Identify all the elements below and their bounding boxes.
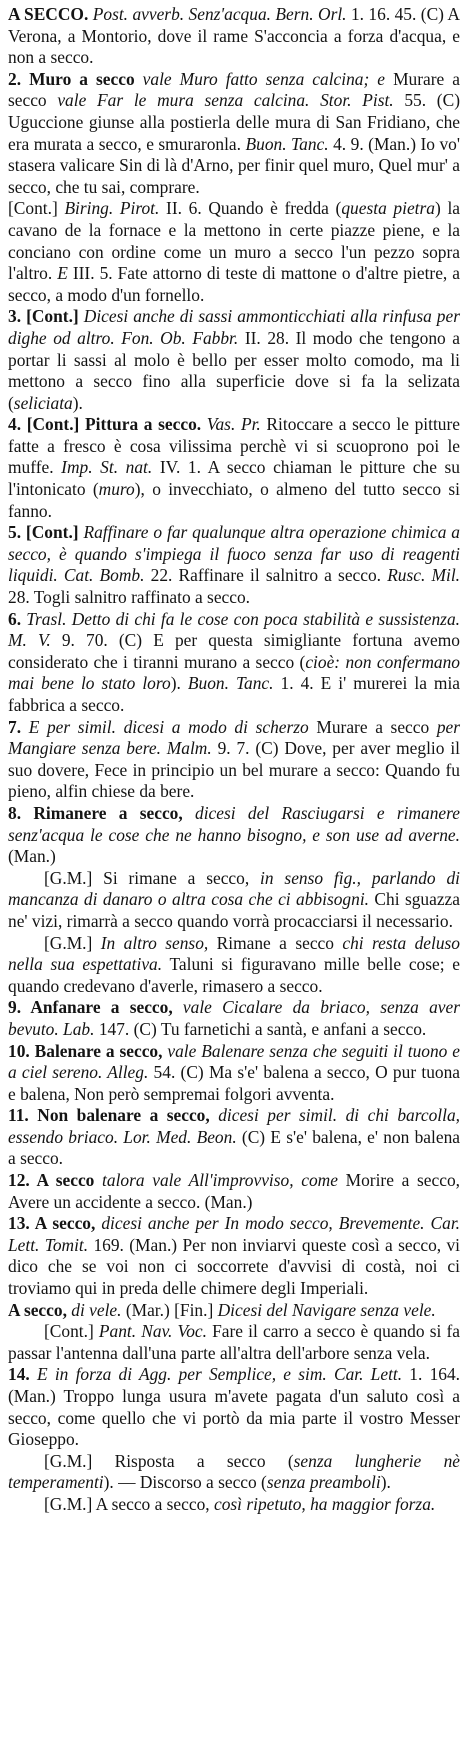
- italic-text: Rusc. Mil.: [387, 565, 460, 586]
- italic-text: dicesi del Rasciugarsi e rimanere senz'acqua le cose che ne hanno bisogno, e son use ad averne.: [8, 802, 460, 845]
- entry-heading: 7.: [8, 716, 22, 737]
- entry-heading: 13. A secco,: [8, 1213, 96, 1234]
- italic-text: chi resta deluso nella sua espettativa.: [8, 932, 461, 975]
- body-text: 55. (C) Uguccione giunse alla postierla delle mura di San Fridiano, che era murata a secco, e smuraronla.: [8, 90, 460, 154]
- body-text: (C) E s'e' balena, e' non balena a secco.: [8, 1126, 460, 1169]
- italic-text: Vas. Pr.: [201, 414, 261, 435]
- body-text: [G.M.] Risposta a secco (: [44, 1450, 294, 1471]
- body-text: (Mar.) [Fin.]: [121, 1299, 214, 1320]
- italic-text: E in forza di Agg. per Semplice, e sim. Car. Lett.: [29, 1364, 403, 1385]
- entry-heading: 6.: [8, 608, 22, 629]
- entry-paragraph: [8, 609, 460, 717]
- entry-paragraph: [8, 1105, 460, 1170]
- body-text: 169. (Man.) Per non inviarvi queste così a secco, vi dico che se voi non ci soccorrete d'avvisi di costà, noi ci troviamo qui in preda delle chimere degli Imperiali.: [8, 1234, 460, 1299]
- italic-text: E: [57, 263, 68, 284]
- entry-paragraph: [8, 522, 460, 608]
- italic-text: Biring. Pirot.: [64, 198, 160, 219]
- entry-paragraph: [8, 69, 460, 199]
- italic-text: seliciata: [13, 392, 73, 413]
- entry-heading: 11. Non balenare a secco,: [8, 1105, 210, 1126]
- body-text: ). — Discorso a secco (: [103, 1472, 267, 1493]
- italic-text: vale Far le mura senza calcina. Stor. Pist.: [46, 90, 394, 111]
- italic-text: così ripetuto, ha maggior forza.: [213, 1493, 436, 1514]
- italic-text: vale Cicalare da briaco, senza aver bevuto. Lab.: [8, 997, 461, 1039]
- entry-heading: 5. [Cont.]: [8, 522, 79, 543]
- italic-text: vale Muro fatto senza calcina; e: [134, 68, 394, 89]
- entry-heading: A SECCO.: [8, 4, 89, 24]
- italic-text: questa pietra: [341, 198, 435, 219]
- body-text: [Cont.]: [44, 1321, 99, 1342]
- body-text: (Man.): [8, 846, 56, 867]
- entry-heading: 9. Anfanare a secco,: [8, 997, 173, 1018]
- entry-paragraph: [8, 1321, 460, 1364]
- body-text: II. 6. Quando è fredda (: [159, 198, 342, 219]
- body-text: ).: [72, 392, 83, 413]
- entry-paragraph: [8, 4, 460, 69]
- italic-text: dicesi anche per In modo secco, Brevemente. Car. Lett. Tomit.: [8, 1213, 461, 1255]
- body-text: IV. 1. A secco chiaman le pitture che su l'intonicato (: [8, 457, 460, 500]
- body-text: 1. 4. E i' murerei la mia fabbrica a secco.: [8, 673, 461, 715]
- entry-paragraph: [8, 1041, 460, 1106]
- italic-text: cioè: non confermano mai bene lo stato loro: [8, 651, 460, 694]
- entry-paragraph: [8, 803, 460, 868]
- entry-paragraph: [8, 1170, 460, 1213]
- italic-text: Buon. Tanc.: [187, 673, 274, 694]
- italic-text: Trasl. Detto di chi fa le cose con poca stabilità e sussistenza. M. V.: [8, 608, 460, 651]
- italic-text: di vele.: [66, 1299, 122, 1320]
- entry-paragraph: [8, 868, 460, 933]
- body-text: Ritoccare a secco le pitture fatte a fresco è cosa vilissima perchè vi si scuoprono poi le muffe.: [8, 414, 460, 478]
- body-text: 4. 9. (Man.) Io vo' stasera valicare Sin di là d'Arno, per finir quel muro, Quel mur' a secco, che tu sai, comprare.: [8, 133, 460, 197]
- body-text: 147. (C) Tu farnetichi a santà, e anfani a secco.: [94, 1018, 427, 1039]
- entry-paragraph: [8, 997, 460, 1040]
- entry-heading: 10. Balenare a secco,: [8, 1040, 163, 1061]
- italic-text: In altro senso,: [92, 932, 209, 953]
- entry-paragraph: [8, 198, 460, 306]
- italic-text: Dicesi del Navigare senza vele.: [213, 1299, 436, 1320]
- body-text: Morire a secco, Avere un accidente a secco. (Man.): [8, 1170, 460, 1212]
- body-text: III. 5. Fate attorno di teste di mattone o d'altre pietre, a secco, a modo d'un fornello.: [8, 263, 460, 305]
- entry-paragraph: [8, 414, 460, 522]
- italic-text: Imp. St. nat.: [61, 457, 153, 478]
- body-text: ).: [170, 673, 188, 694]
- entry-paragraph: [8, 1300, 460, 1322]
- body-text: ).: [380, 1472, 391, 1493]
- body-text: [G.M.] Si rimane a secco,: [44, 867, 261, 888]
- body-text: 54. (C) Ma s'e' balena a secco, O pur tuona e balena, Non però sempremai folgori avventa.: [8, 1062, 460, 1104]
- body-text: 1. 164. (Man.) Troppo lunga usura m'avete pagata d'un saluto così a secco, come quello che vi portò da mia parte il vostro Messer Gioseppo.: [8, 1364, 460, 1450]
- entry-heading: 2. Muro a secco: [8, 68, 135, 89]
- italic-text: Post. avverb. Senz'acqua. Bern. Orl.: [88, 4, 347, 24]
- body-text: ), o invecchiato, o almeno del tutto secco si fanno.: [8, 479, 460, 521]
- body-text: 22. Raffinare il salnitro a secco.: [144, 565, 388, 586]
- italic-text: senza preamboli: [266, 1472, 381, 1493]
- italic-text: vale Balenare senza che seguiti il tuono e a ciel sereno. Alleg.: [8, 1040, 460, 1083]
- body-text: 1. 16. 45. (C) A Verona, a Montorio, dove il rame S'acconcia a forza d'acqua, e non a secco.: [8, 4, 460, 68]
- body-text: Taluni si figuravano mille belle cose; e quando credevano d'averle, rimasero a secco.: [8, 954, 461, 996]
- italic-text: Buon. Tanc.: [245, 133, 329, 154]
- entry-paragraph: [8, 717, 460, 803]
- italic-text: talora vale All'improvviso, come: [94, 1170, 346, 1191]
- entry-paragraph: [8, 1213, 460, 1299]
- body-text: Murare a secco: [316, 716, 430, 737]
- body-text: [G.M.]: [44, 932, 93, 953]
- body-text: 28. Togli salnitro raffinato a secco.: [8, 587, 251, 608]
- entry-heading: 12. A secco: [8, 1170, 95, 1191]
- italic-text: per Mangiare senza bere. Malm.: [8, 716, 461, 759]
- entry-paragraph: [8, 933, 460, 998]
- entry-heading: 14.: [8, 1364, 30, 1385]
- entry-heading: 3. [Cont.]: [8, 306, 79, 327]
- body-text: Murare a secco: [8, 68, 460, 111]
- entry-paragraph: [8, 1364, 460, 1450]
- body-text: Rimane a secco: [208, 932, 343, 953]
- body-text: II. 28. Il modo che tengono a portar li sassi al molo è bello per esser molto comodo, ma li mettono a secco fino alla superficie dove si fa la selizata (: [8, 327, 460, 413]
- entry-paragraph: [8, 1451, 460, 1494]
- italic-text: E per simil. dicesi a modo di scherzo: [21, 716, 317, 737]
- entry-heading: 8. Rimanere a secco,: [8, 802, 183, 823]
- body-text: Chi sguazza ne' vizi, rimarrà a secco quando vorrà procacciarsi il necessario.: [8, 889, 460, 931]
- italic-text: senza lungherie nè temperamenti: [8, 1450, 460, 1493]
- body-text: [Cont.]: [8, 198, 65, 219]
- body-text: 9. 70. (C) E per questa simigliante fortuna avemo considerato che i tiranni murano a secco (: [8, 630, 460, 672]
- body-text: 9. 7. (C) Dove, per aver meglio il suo dovere, Fece in principio un bel murare a secco: Quando fu pieno, alfin chiese da bere.: [8, 738, 460, 802]
- body-text: [G.M.] A secco a secco,: [44, 1493, 214, 1514]
- italic-text: Raffinare o far qualunque altra operazione chimica a secco, è quando s'impiega il fuoco senza far uso di reagenti liquidi. Cat. Bomb.: [8, 522, 460, 586]
- italic-text: Pant. Nav. Voc.: [98, 1321, 207, 1342]
- entry-heading: A secco,: [8, 1299, 67, 1320]
- entry-paragraph: [8, 1494, 460, 1516]
- italic-text: Dicesi anche di sassi ammonticchiati alla rinfusa per dighe od altro. Fon. Ob. Fabbr.: [8, 306, 460, 348]
- body-text: ) la cavano de la fornace e la mettono in certe piazze piene, e la conciano con ordine come un muro a secco l'un pezzo sopra l'altro.: [8, 198, 460, 284]
- italic-text: in senso fig., parlando di mancanza di danaro o altra cosa che ci abbisogni.: [8, 867, 460, 910]
- entry-heading: 4. [Cont.] Pittura a secco.: [8, 414, 202, 435]
- body-text: Fare il carro a secco è quando si fa passar l'antenna dall'una parte all'altra dell'arbore senza vela.: [8, 1321, 460, 1363]
- italic-text: muro: [98, 479, 135, 500]
- entry-paragraph: [8, 306, 460, 414]
- italic-text: dicesi per simil. di chi barcolla, essendo briaco. Lor. Med. Beon.: [8, 1105, 460, 1147]
